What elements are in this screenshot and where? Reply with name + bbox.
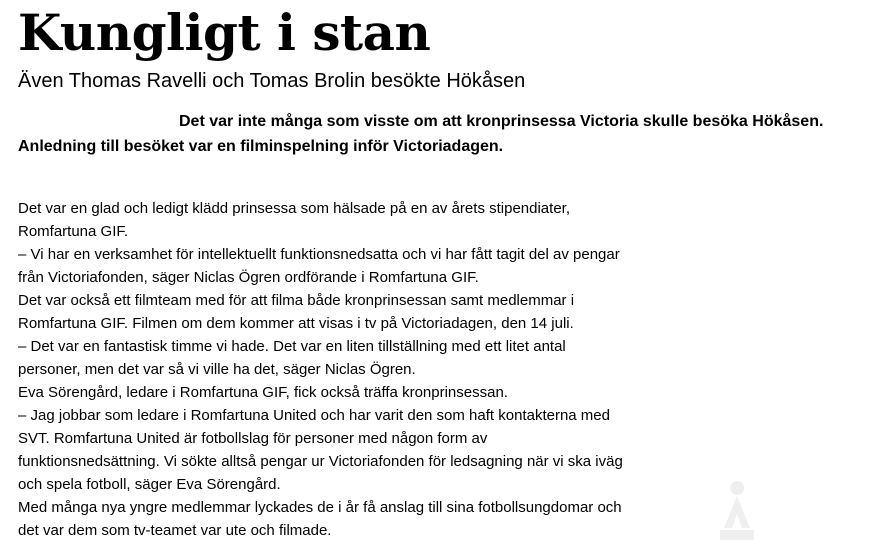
body-line: från Victoriafonden, säger Niclas Ögren ordförande i Romfartuna GIF. [18,269,479,286]
body-line: Det var också ett filmteam med för att filma både kronprinsessan samt medlemmar i [18,292,575,309]
article-body [18,197,658,542]
body-line: – Det var en fantastisk timme vi hade. Det var en liten tillställning med ett litet antal [18,338,566,355]
article-ingress [18,109,878,159]
body-line: Romfartuna GIF. [18,223,129,240]
body-line: Med många nya yngre medlemmar lyckades de i år få anslag till sina fotbollsungdomar och [18,499,622,516]
faint-figure-watermark-icon [712,478,762,544]
ingress-line: Det var inte många som visste om att kronprinsessa Victoria skulle besöka Hökåsen. [179,113,824,130]
ingress-line: Anledning till besöket var en filminspelning inför Victoriadagen. [18,138,504,155]
body-line: – Jag jobbar som ledare i Romfartuna United och har varit den som haft kontakterna med [18,407,610,424]
body-line: – Vi har en verksamhet för intellektuellt funktionsnedsatta och vi har fått tagit del av pengar [18,246,620,263]
body-line: personer, men det var så vi ville ha det, säger Niclas Ögren. [18,361,416,378]
article-headline: Kungligt i stan [18,3,431,62]
body-line: funktionsnedsättning. Vi sökte alltså pengar ur Victoriafonden för ledsagning när vi ska iväg [18,453,623,470]
body-line: Eva Sörengård, ledare i Romfartuna GIF, fick också träffa kronprinsessan. [18,384,508,401]
body-line: SVT. Romfartuna United är fotbollslag för personer med någon form av [18,430,488,447]
article-subheadline: Även Thomas Ravelli och Tomas Brolin besökte Hökåsen [18,70,526,92]
body-line: Romfartuna GIF. Filmen om dem kommer att visas i tv på Victoriadagen, den 14 juli. [18,315,574,332]
body-line: och spela fotboll, säger Eva Sörengård. [18,476,281,493]
body-line: det var dem som tv-teamet var ute och filmade. [18,522,332,539]
body-line: Det var en glad och ledigt klädd prinsessa som hälsade på en av årets stipendiater, [18,200,570,217]
